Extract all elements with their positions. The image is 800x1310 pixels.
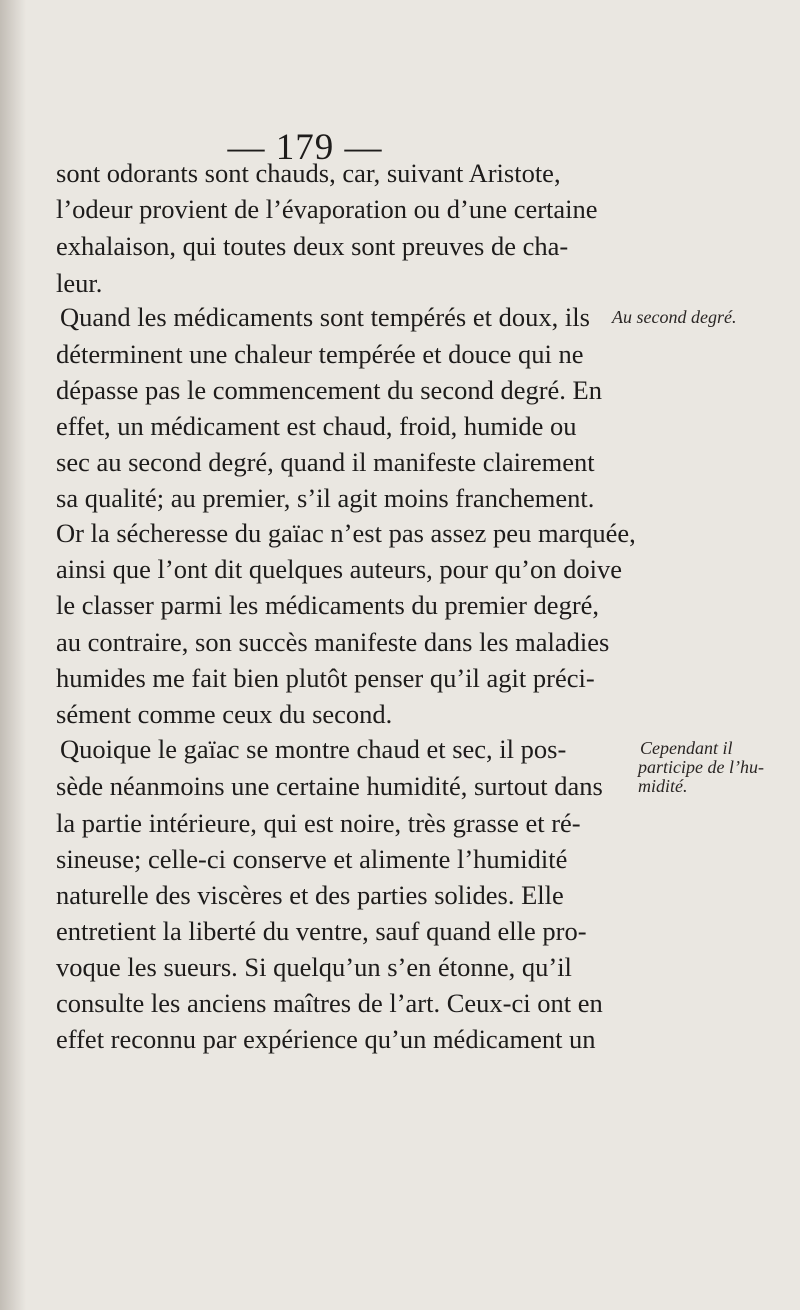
text-line: sineuse; celle-ci conserve et alimente l’humidité bbox=[56, 844, 568, 874]
text-line: la partie intérieure, qui est noire, très grasse et ré- bbox=[56, 808, 581, 838]
margin-note: midité. bbox=[638, 776, 688, 796]
text-line: exhalaison, qui toutes deux sont preuves de cha- bbox=[56, 231, 569, 261]
margin-note: Au second degré. bbox=[612, 307, 737, 327]
text-line: sède néanmoins une certaine humidité, surtout dans bbox=[56, 771, 603, 801]
text-line: ainsi que l’ont dit quelques auteurs, pour qu’on doive bbox=[56, 554, 622, 584]
text-line: sont odorants sont chauds, car, suivant Aristote, bbox=[56, 158, 561, 188]
text-line: le classer parmi les médicaments du premier degré, bbox=[56, 590, 600, 620]
text-line: Or la sécheresse du gaïac n’est pas assez peu marquée, bbox=[56, 518, 636, 548]
margin-note: participe de l’hu- bbox=[638, 757, 764, 777]
text-line: humides me fait bien plutôt penser qu’il agit préci- bbox=[56, 663, 595, 693]
text-line: l’odeur provient de l’évaporation ou d’une certaine bbox=[56, 194, 598, 224]
text-line: effet reconnu par expérience qu’un médicament un bbox=[56, 1024, 596, 1054]
text-line: entretient la liberté du ventre, sauf quand elle pro- bbox=[56, 916, 587, 946]
text-line: naturelle des viscères et des parties solides. Elle bbox=[56, 880, 564, 910]
text-line: sec au second degré, quand il manifeste clairement bbox=[56, 447, 595, 477]
text-line: consulte les anciens maîtres de l’art. Ceux-ci ont en bbox=[56, 988, 603, 1018]
text-line: dépasse pas le commencement du second degré. En bbox=[56, 375, 602, 405]
text-line: sément comme ceux du second. bbox=[56, 699, 393, 729]
text-line: leur. bbox=[56, 268, 103, 298]
text-line: Quand les médicaments sont tempérés et doux, ils bbox=[60, 302, 590, 332]
margin-note: Cependant il bbox=[640, 738, 733, 758]
text-line: Quoique le gaïac se montre chaud et sec, il pos- bbox=[60, 734, 567, 764]
text-line: effet, un médicament est chaud, froid, humide ou bbox=[56, 411, 577, 441]
page-number: — 179 — bbox=[227, 127, 383, 168]
text-line: voque les sueurs. Si quelqu’un s’en étonne, qu’il bbox=[56, 952, 572, 982]
text-line: sa qualité; au premier, s’il agit moins franchement. bbox=[56, 483, 595, 513]
text-line: déterminent une chaleur tempérée et douce qui ne bbox=[56, 339, 584, 369]
text-line: au contraire, son succès manifeste dans les maladies bbox=[56, 627, 610, 657]
page-edge-shadow bbox=[0, 0, 26, 1310]
